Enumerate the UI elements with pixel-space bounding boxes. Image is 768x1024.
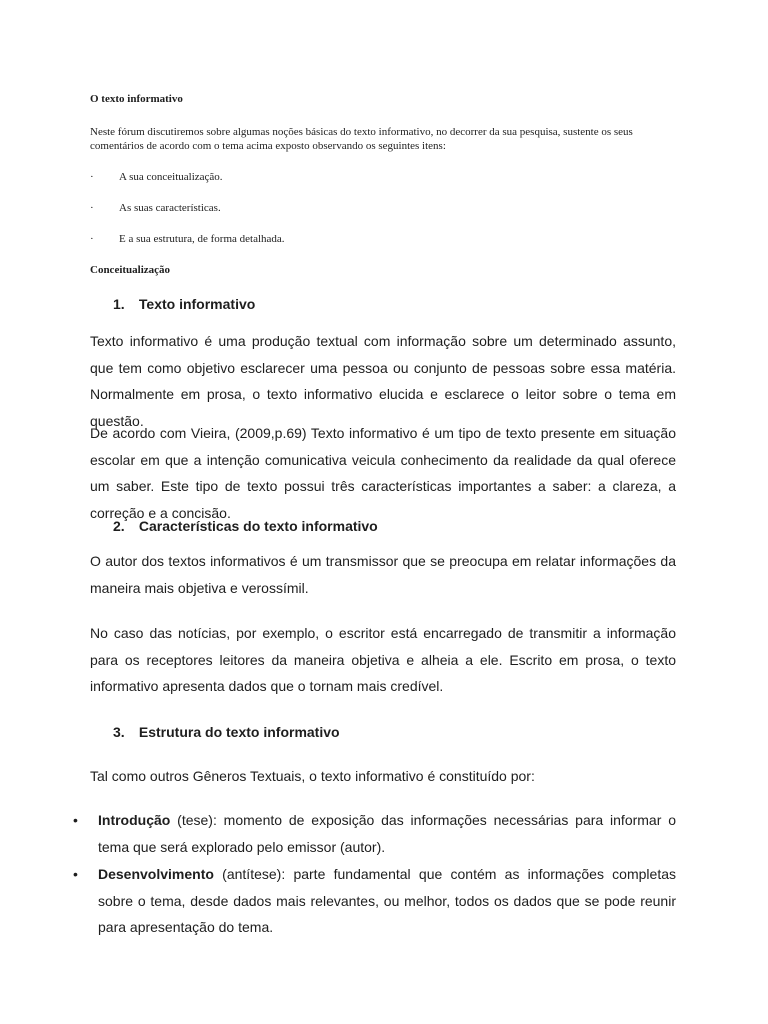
list-item-text: (tese): momento de exposição das informações necessárias para informar o tema que será explorado pelo emissor (autor). bbox=[98, 812, 676, 855]
section-title: Características do texto informativo bbox=[138, 518, 378, 534]
document-title: O texto informativo bbox=[90, 93, 183, 105]
topic-text: As suas características. bbox=[119, 202, 221, 214]
section-number: 1. bbox=[113, 296, 125, 312]
bullet-icon: • bbox=[73, 812, 78, 828]
body-paragraph: O autor dos textos informativos é um transmissor que se preocupa em relatar informações da maneira mais objetiva e verossímil. bbox=[90, 553, 676, 596]
topic-bullet: · bbox=[90, 233, 94, 245]
section-title: Estrutura do texto informativo bbox=[138, 724, 340, 740]
bullet-icon: • bbox=[73, 866, 78, 882]
section-number: 2. bbox=[113, 518, 125, 534]
body-paragraph: Tal como outros Gêneros Textuais, o texto informativo é constituído por: bbox=[90, 768, 535, 784]
section-heading bbox=[113, 296, 255, 312]
body-paragraph: De acordo com Vieira, (2009,p.69) Texto informativo é um tipo de texto presente em situação escolar em que a intenção comunicativa veicula conhecimento da realidade da qual oferece um saber. Este tipo de texto possui três características importantes a saber: a clareza, a correção e a concisão. bbox=[90, 425, 676, 521]
list-item-body bbox=[98, 861, 676, 941]
topic-text: E a sua estrutura, de forma detalhada. bbox=[119, 233, 285, 245]
section-number: 3. bbox=[113, 724, 125, 740]
topic-text: A sua conceitualização. bbox=[119, 171, 223, 183]
section-heading bbox=[113, 518, 378, 534]
body-paragraph: No caso das notícias, por exemplo, o escritor está encarregado de transmitir a informação para os receptores leitores da maneira objetiva e alheia a ele. Escrito em prosa, o texto informativo apresenta dados que o tornam mais credível. bbox=[90, 625, 676, 694]
section-title: Texto informativo bbox=[138, 296, 256, 312]
topic-bullet: · bbox=[90, 202, 94, 214]
list-item-text: (antítese): parte fundamental que contém as informações completas sobre o tema, desde dados mais relevantes, ou melhor, todos os dados que se pode reunir para apresentação do tema. bbox=[98, 866, 676, 935]
list-item-term: Introdução bbox=[98, 812, 171, 828]
list-item-term: Desenvolvimento bbox=[98, 866, 214, 882]
intro-paragraph: Neste fórum discutiremos sobre algumas noções básicas do texto informativo, no decorrer da sua pesquisa, sustente os seus comentários de acordo com o tema acima exposto observando os seguintes itens: bbox=[90, 126, 633, 152]
subheading: Conceitualização bbox=[90, 264, 171, 276]
body-paragraph: Texto informativo é uma produção textual com informação sobre um determinado assunto, que tem como objetivo esclarecer uma pessoa ou conjunto de pessoas sobre essa matéria. Normalmente em prosa, o texto informativo elucida e esclarece o leitor sobre o tema em questão. bbox=[90, 333, 676, 429]
section-heading bbox=[113, 724, 340, 740]
topic-bullet: · bbox=[90, 171, 94, 183]
list-item-body bbox=[98, 807, 676, 860]
